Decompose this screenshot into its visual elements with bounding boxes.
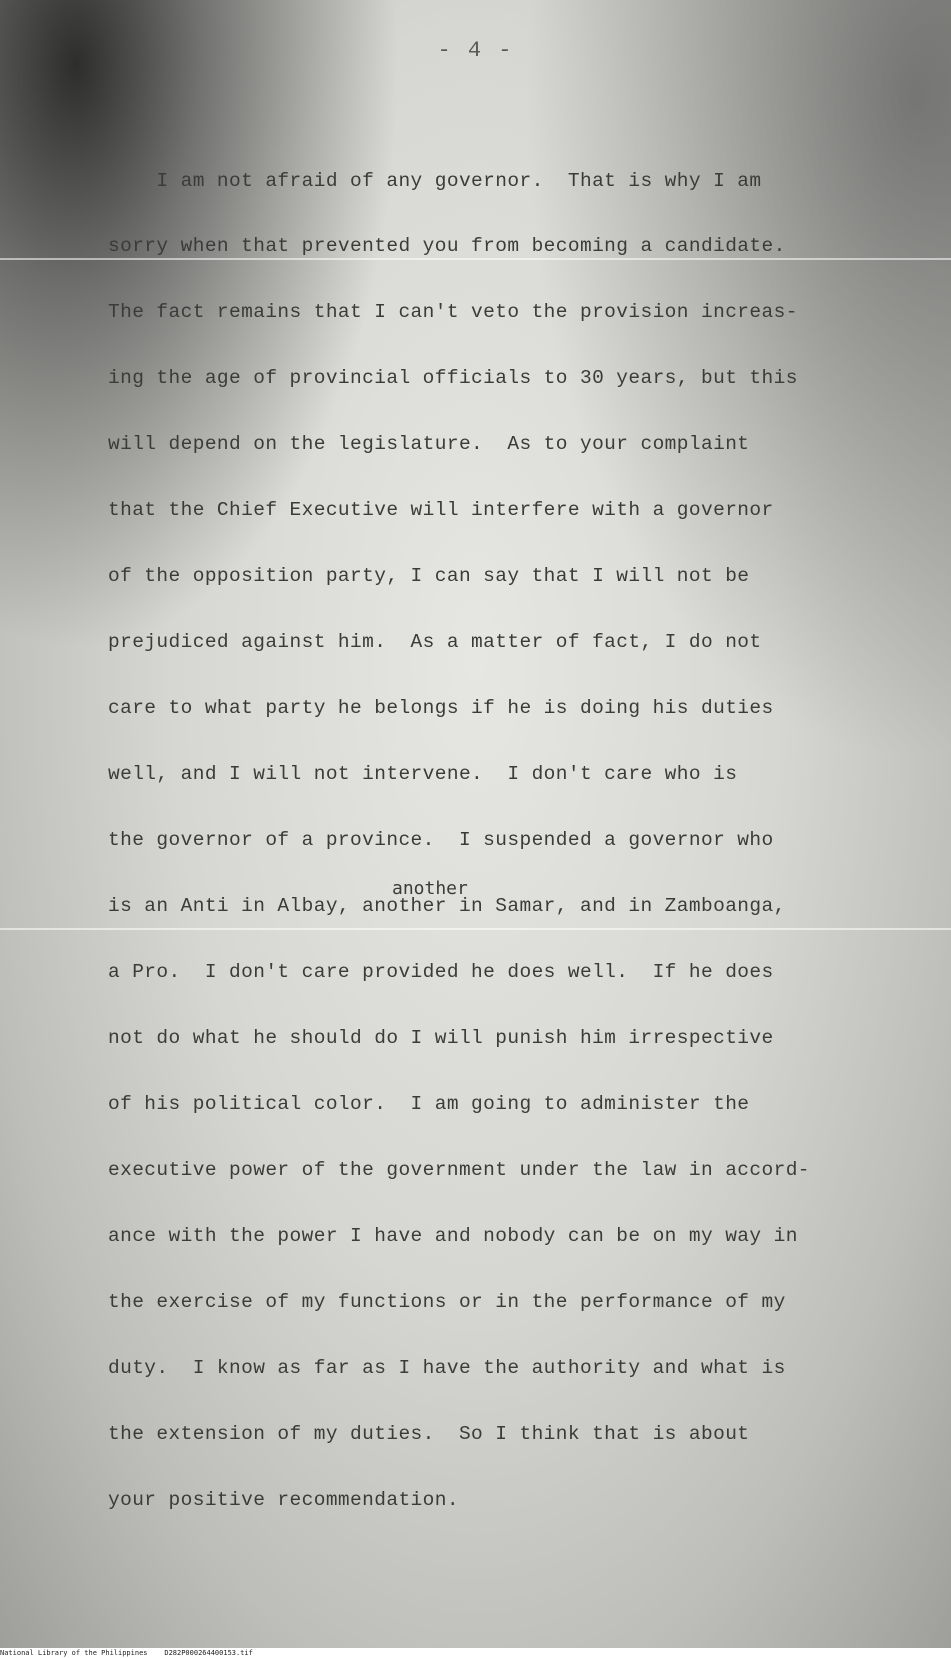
- text-line: the governor of a province. I suspended a governor who: [108, 829, 774, 851]
- text-line: the extension of my duties. So I think that is about: [108, 1423, 750, 1445]
- paper-fold-line: [0, 258, 951, 260]
- text-line: of the opposition party, I can say that I will not be: [108, 565, 750, 587]
- text-line: that the Chief Executive will interfere with a governor: [108, 499, 774, 521]
- text-line: will depend on the legislature. As to your complaint: [108, 433, 750, 455]
- text-line: of his political color. I am going to administer the: [108, 1093, 750, 1115]
- text-line: care to what party he belongs if he is doing his duties: [108, 697, 774, 719]
- scan-footer: National Library of the Philippines D282P000264400153.tif: [0, 1648, 951, 1658]
- text-line: duty. I know as far as I have the authority and what is: [108, 1357, 786, 1379]
- text-line: not do what he should do I will punish him irrespective: [108, 1027, 774, 1049]
- text-line: ing the age of provincial officials to 30 years, but this: [108, 367, 798, 389]
- text-line: ance with the power I have and nobody can be on my way in: [108, 1225, 798, 1247]
- text-line: I am not afraid of any governor. That is why I am: [108, 170, 762, 192]
- handwritten-insertion: another: [392, 878, 468, 899]
- page-number: - 4 -: [437, 38, 514, 63]
- text-line: executive power of the government under the law in accord-: [108, 1159, 810, 1181]
- text-line: well, and I will not intervene. I don't care who is: [108, 763, 738, 785]
- text-line: is an Anti in Albay, another in Samar, and in Zamboanga,: [108, 895, 786, 917]
- text-line: prejudiced against him. As a matter of fact, I do not: [108, 631, 762, 653]
- paper-fold-line: [0, 928, 951, 930]
- text-line: sorry when that prevented you from becoming a candidate.: [108, 235, 786, 257]
- text-line: the exercise of my functions or in the performance of my: [108, 1291, 786, 1313]
- text-line: The fact remains that I can't veto the provision increas-: [108, 301, 798, 323]
- text-line: a Pro. I don't care provided he does well. If he does: [108, 961, 774, 983]
- text-line: your positive recommendation.: [108, 1489, 459, 1511]
